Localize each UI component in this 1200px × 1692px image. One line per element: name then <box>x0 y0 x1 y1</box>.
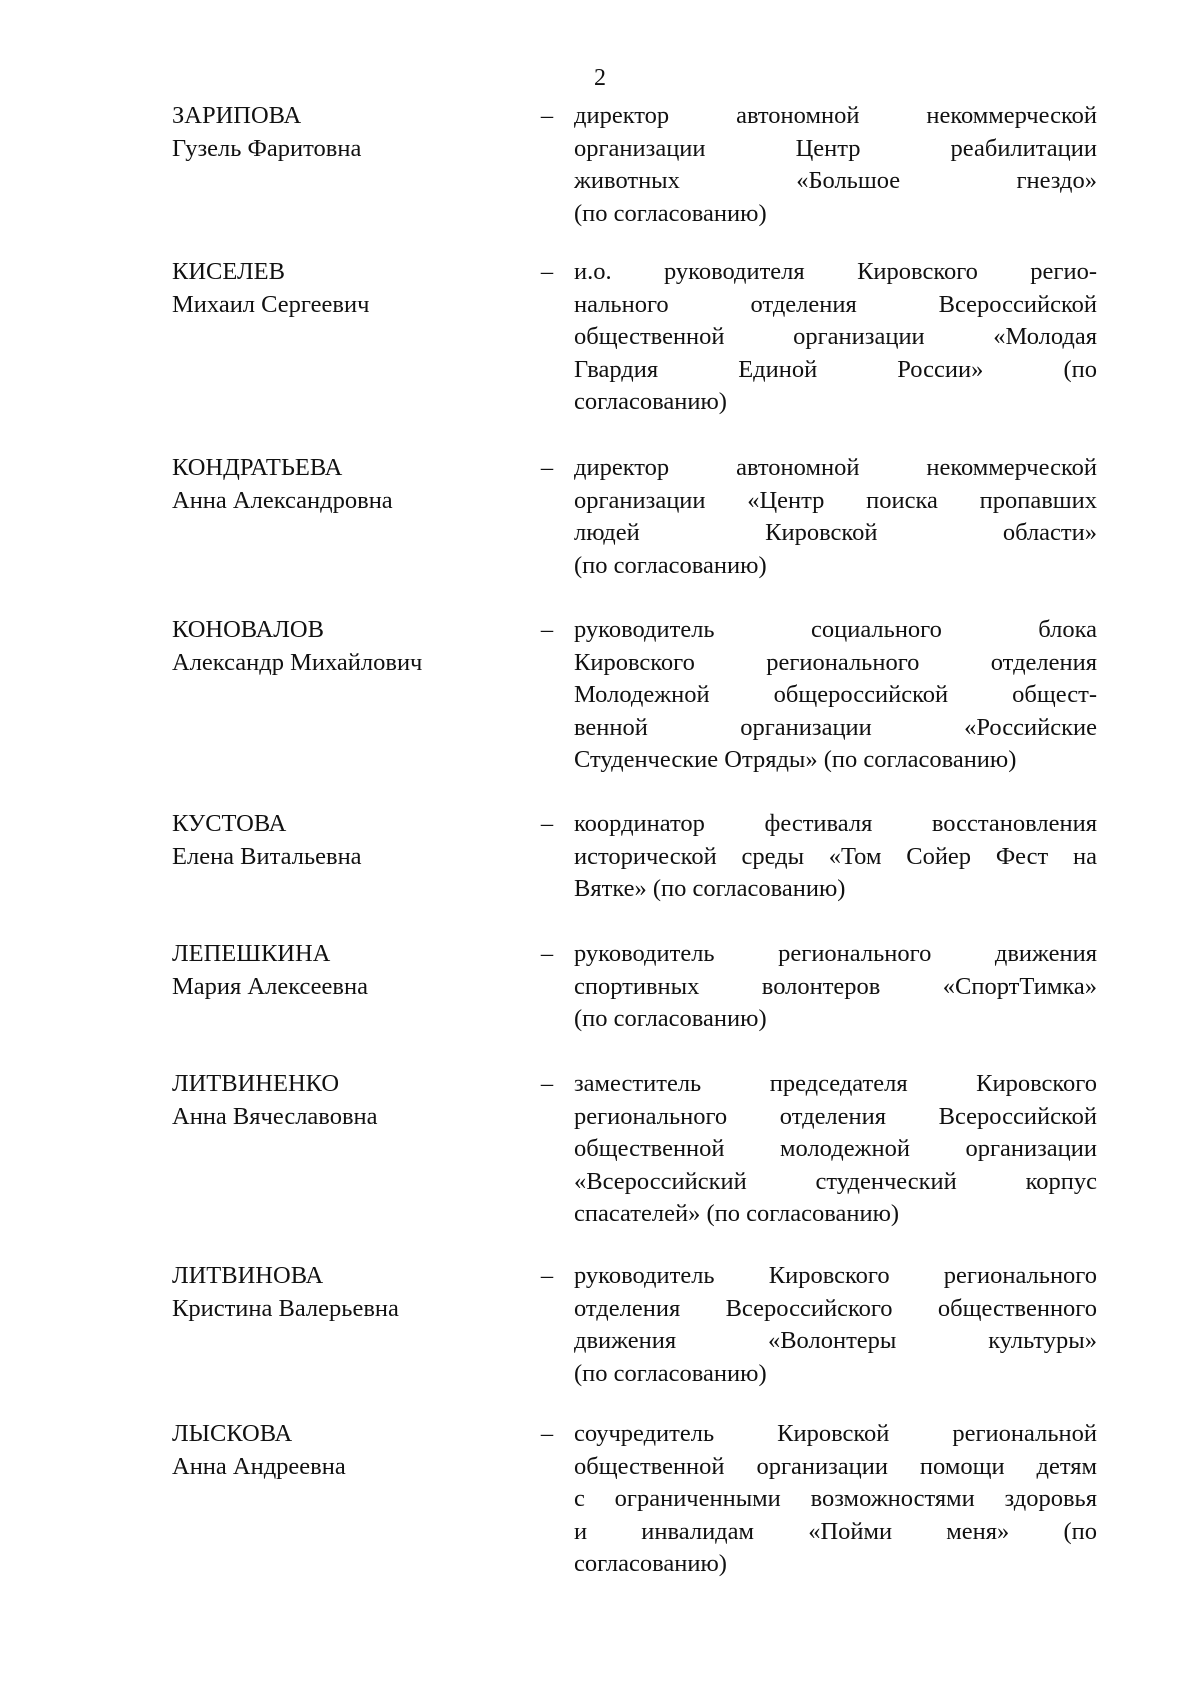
person-surname: ЛИТВИНЕНКО <box>172 1070 340 1097</box>
person-given-name: Гузель Фаритовна <box>172 134 362 162</box>
person-name <box>172 808 502 873</box>
separator-dash: – <box>540 1420 554 1447</box>
person-given-name: Анна Андреевна <box>172 1452 346 1480</box>
position-line: и.о. руководителя Кировского регио- <box>574 258 1097 285</box>
position-line: движения «Волонтеры культуры» <box>574 1327 1097 1354</box>
person-name <box>172 1418 502 1483</box>
position-line: согласованию) <box>574 388 727 415</box>
person-surname: ЛЕПЕШКИНА <box>172 940 331 967</box>
person-given-name: Кристина Валерьевна <box>172 1294 399 1322</box>
person-name <box>172 1068 502 1133</box>
position-line: соучредитель Кировской региональной <box>574 1420 1097 1447</box>
person-name <box>172 614 502 679</box>
position-line: спасателей» (по согласованию) <box>574 1200 900 1227</box>
person-surname: ЛИТВИНОВА <box>172 1262 324 1289</box>
position-line: (по согласованию) <box>574 1359 767 1387</box>
person-given-name: Мария Алексеевна <box>172 972 368 1000</box>
person-surname: КУСТОВА <box>172 810 287 837</box>
position-line: «Всероссийский студенческий корпус <box>574 1167 1097 1195</box>
person-surname: ЗАРИПОВА <box>172 102 302 129</box>
position-line: директор автономной некоммерческой <box>574 454 1097 481</box>
position-line: исторической среды «Том Сойер Фест на <box>574 842 1097 870</box>
person-position <box>574 452 1097 582</box>
person-surname: КОНДРАТЬЕВА <box>172 454 343 481</box>
position-line: (по согласованию) <box>574 551 767 579</box>
person-given-name: Елена Витальевна <box>172 842 362 870</box>
position-line: и инвалидам «Пойми меня» (по <box>574 1517 1097 1545</box>
person-surname: ЛЫСКОВА <box>172 1420 293 1447</box>
position-line: координатор фестиваля восстановления <box>574 810 1097 837</box>
separator-dash: – <box>540 810 554 837</box>
person-position <box>574 100 1097 230</box>
position-line: директор автономной некоммерческой <box>574 102 1097 129</box>
position-line: организации Центр реабилитации <box>574 134 1097 162</box>
person-surname: КИСЕЛЕВ <box>172 258 285 285</box>
position-line: людей Кировской области» <box>574 519 1097 546</box>
separator-dash: – <box>540 454 554 481</box>
position-line: общественной молодежной организации <box>574 1135 1097 1162</box>
position-line: Гвардия Единой России» (по <box>574 355 1097 383</box>
person-position <box>574 1418 1097 1581</box>
position-line: нального отделения Всероссийской <box>574 290 1097 318</box>
separator-dash: – <box>540 1262 554 1289</box>
position-line: регионального отделения Всероссийской <box>574 1102 1097 1130</box>
person-given-name: Александр Михайлович <box>172 648 423 676</box>
position-line: с ограниченными возможностями здоровья <box>574 1485 1097 1512</box>
separator-dash: – <box>540 1070 554 1097</box>
position-line: организации «Центр поиска пропавших <box>574 486 1097 514</box>
person-given-name: Анна Александровна <box>172 486 393 514</box>
separator-dash: – <box>540 616 554 643</box>
separator-dash: – <box>540 258 554 285</box>
position-line: руководитель Кировского регионального <box>574 1262 1097 1289</box>
position-line: Вятке» (по согласованию) <box>574 875 846 902</box>
person-position <box>574 808 1097 906</box>
position-line: отделения Всероссийского общественного <box>574 1294 1097 1322</box>
separator-dash: – <box>540 940 554 967</box>
position-line: руководитель социального блока <box>574 616 1097 643</box>
person-name <box>172 938 502 1003</box>
position-line: животных «Большое гнездо» <box>574 167 1097 194</box>
position-line: общественной организации помощи детям <box>574 1452 1097 1480</box>
position-line: руководитель регионального движения <box>574 940 1097 967</box>
person-position <box>574 1260 1097 1390</box>
person-surname: КОНОВАЛОВ <box>172 616 324 643</box>
position-line: Кировского регионального отделения <box>574 648 1097 676</box>
person-name <box>172 452 502 517</box>
person-position <box>574 256 1097 419</box>
position-line: заместитель председателя Кировского <box>574 1070 1097 1097</box>
person-position <box>574 614 1097 777</box>
separator-dash: – <box>540 102 554 129</box>
person-given-name: Анна Вячеславовна <box>172 1102 378 1130</box>
position-line: согласованию) <box>574 1550 727 1577</box>
position-line: (по согласованию) <box>574 1005 767 1032</box>
position-line: (по согласованию) <box>574 199 767 227</box>
person-position <box>574 938 1097 1036</box>
person-name <box>172 256 502 321</box>
person-name <box>172 1260 502 1325</box>
person-name <box>172 100 502 165</box>
person-position <box>574 1068 1097 1231</box>
position-line: Студенческие Отряды» (по согласованию) <box>574 746 1017 773</box>
position-line: Молодежной общероссийской общест- <box>574 681 1097 708</box>
position-line: спортивных волонтеров «СпортТимка» <box>574 972 1097 1000</box>
position-line: общественной организации «Молодая <box>574 323 1097 350</box>
page-number: 2 <box>594 65 606 91</box>
person-given-name: Михаил Сергеевич <box>172 290 370 318</box>
position-line: венной организации «Российские <box>574 713 1097 741</box>
